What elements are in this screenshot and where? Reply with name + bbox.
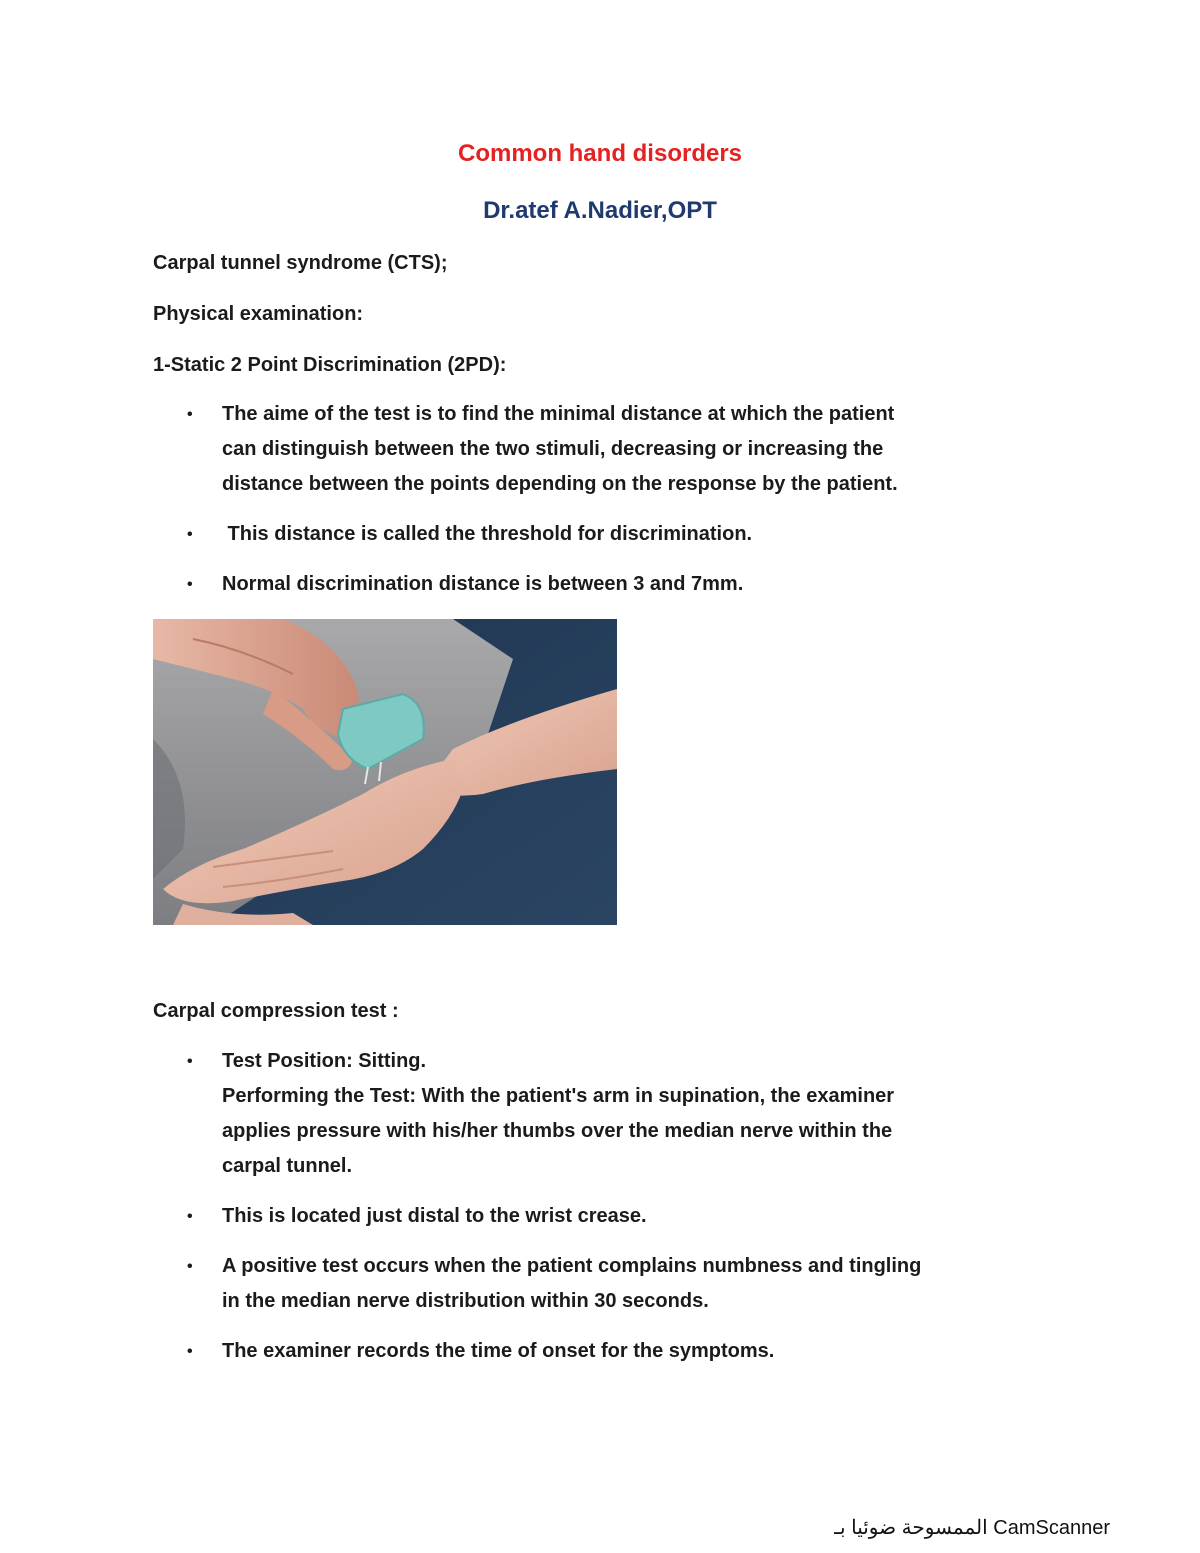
cts-heading: Carpal tunnel syndrome (CTS); [153, 252, 448, 274]
list-item-text: This is located just distal to the wrist crease. [222, 1205, 647, 1227]
list-item [153, 397, 1053, 502]
list-item-text: The aime of the test is to find the minimal distance at which the patient [222, 403, 895, 425]
list-item [153, 1334, 1053, 1369]
list-item-text: A positive test occurs when the patient complains numbness and tingling [222, 1255, 922, 1277]
list-item-text: Performing the Test: With the patient's arm in supination, the examiner [222, 1085, 895, 1107]
list-item [153, 517, 1053, 552]
document-title: Common hand disorders [457, 140, 743, 167]
carpal-compression-heading: Carpal compression test : [153, 1000, 399, 1022]
list-item-text: can distinguish between the two stimuli, decreasing or increasing the [222, 438, 884, 460]
bullet-icon: • [187, 1208, 193, 1225]
carpal-compression-list [153, 1044, 1053, 1369]
two-point-discrimination-photo [153, 619, 617, 925]
document-author: Dr.atef A.Nadier,OPT [483, 197, 717, 224]
list-item [153, 1199, 1053, 1234]
list-item-text: The examiner records the time of onset for the symptoms. [222, 1340, 775, 1362]
examination-photo-illustration [153, 619, 617, 925]
list-item-text: applies pressure with his/her thumbs over the median nerve within the [222, 1120, 893, 1142]
bullet-icon: • [187, 1053, 193, 1070]
bullet-icon: • [187, 526, 193, 543]
list-item [153, 1044, 1053, 1184]
list-item-text: Normal discrimination distance is between 3 and 7mm. [222, 573, 744, 595]
physical-exam-heading: Physical examination: [153, 303, 364, 325]
bullet-icon: • [187, 1258, 193, 1275]
list-item-text: carpal tunnel. [222, 1155, 353, 1177]
scanner-watermark: الممسوحة ضوئيا بـ CamScanner [834, 1517, 1110, 1539]
bullet-icon: • [187, 406, 193, 423]
bullet-icon: • [187, 1343, 193, 1360]
two-point-discrimination-list [153, 397, 1053, 602]
list-item-text: Test Position: Sitting. [222, 1050, 427, 1072]
list-item-text: distance between the points depending on the response by the patient. [222, 473, 898, 495]
list-item-text: in the median nerve distribution within 30 seconds. [222, 1290, 709, 1312]
list-item [153, 567, 1053, 602]
two-point-discrimination-heading: 1-Static 2 Point Discrimination (2PD): [153, 354, 507, 376]
list-item [153, 1249, 1053, 1319]
bullet-icon: • [187, 576, 193, 593]
list-item-text: This distance is called the threshold for discrimination. [222, 523, 753, 545]
